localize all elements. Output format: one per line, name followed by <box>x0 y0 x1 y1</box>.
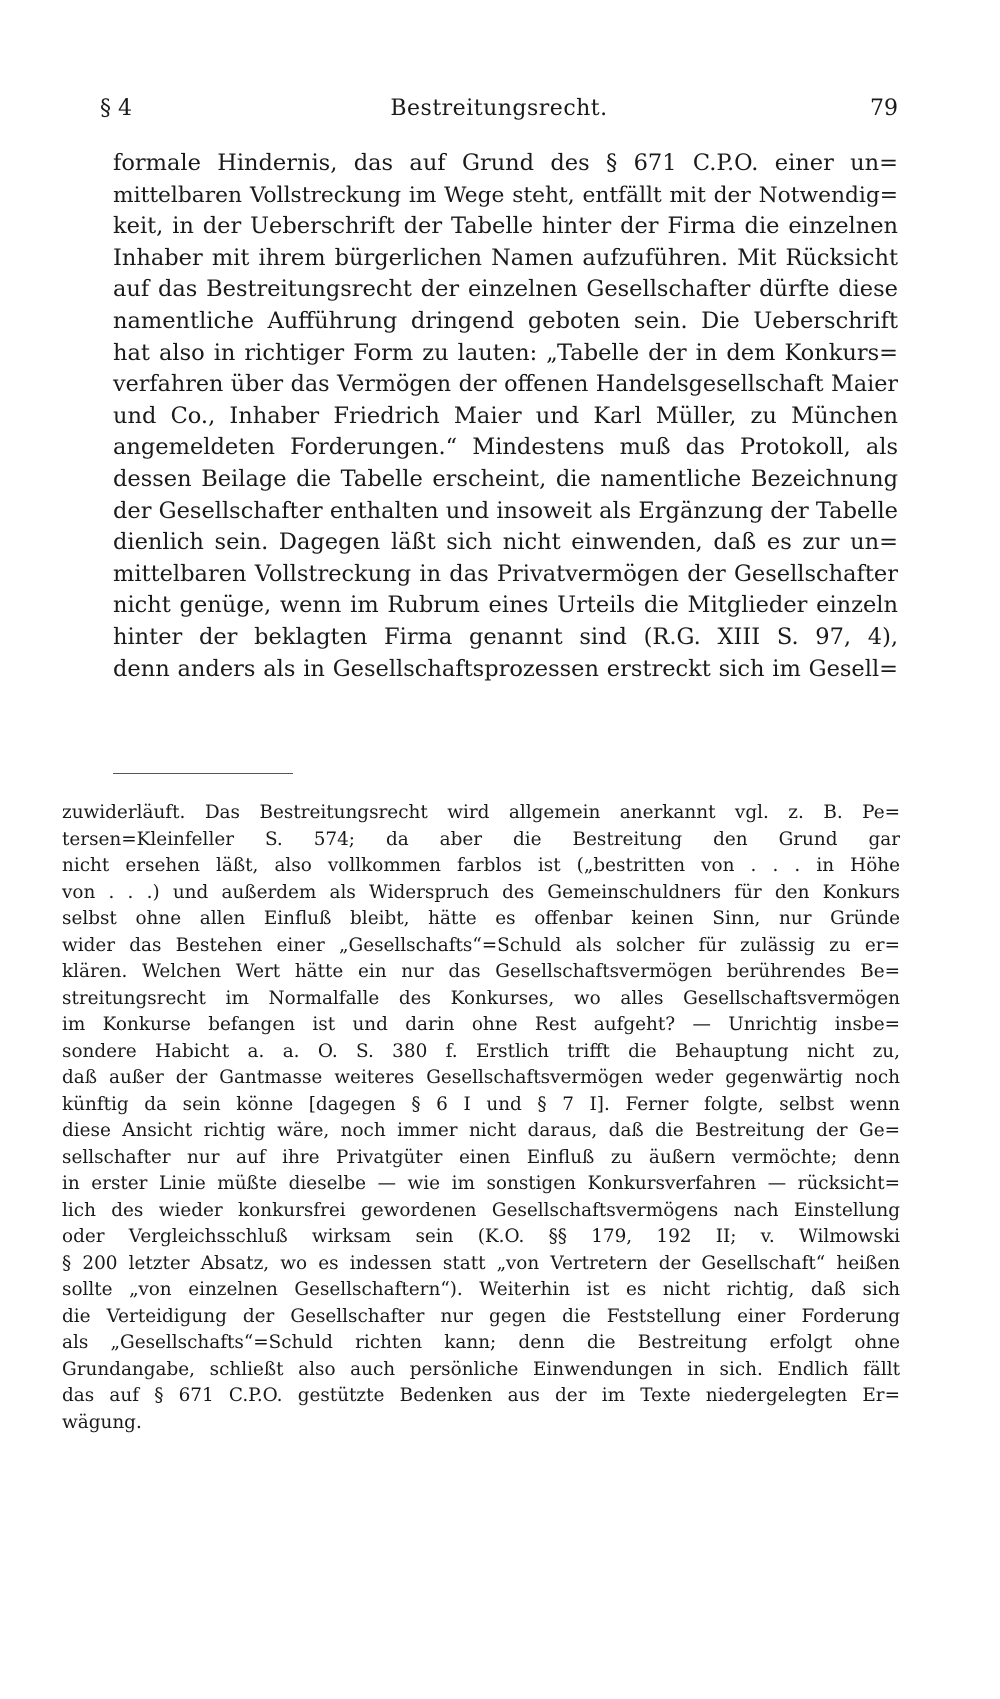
footnote-line: sellschafter nur auf ihre Privatgüter einen Einfluß zu äußern vermöchte; denn <box>62 1146 900 1168</box>
footnote-line: § 200 letzter Absatz, wo es indessen statt „von Vertretern der Gesellschaft“ heißen <box>62 1252 900 1274</box>
section-marker: § 4 <box>100 96 132 121</box>
text-line: dienlich sein. Dagegen läßt sich nicht einwenden, daß es zur un= <box>113 529 898 556</box>
footnote-line: wider das Bestehen einer „Gesellschafts“=Schuld als solcher für zulässig zu er= <box>62 934 900 956</box>
footnote-line: tersen=Kleinfeller S. 574; da aber die Bestreitung den Grund gar <box>62 828 900 850</box>
text-line: denn anders als in Gesellschaftsprozessen erstreckt sich im Gesell= <box>113 655 898 682</box>
text-line: Inhaber mit ihrem bürgerlichen Namen aufzuführen. Mit Rücksicht <box>113 244 898 271</box>
footnote-line: Grundangabe, schließt also auch persönliche Einwendungen in sich. Endlich fällt <box>62 1358 900 1380</box>
footnote-line: im Konkurse befangen ist und darin ohne Rest aufgeht? — Unrichtig insbe= <box>62 1014 900 1035</box>
text-line: auf das Bestreitungsrecht der einzelnen Gesellschafter dürfte diese <box>113 276 898 303</box>
footnote-line: klären. Welchen Wert hätte ein nur das Gesellschaftsvermögen berührendes Be= <box>62 961 900 982</box>
text-line: hinter der beklagten Firma genannt sind (R.G. XIII S. 97, 4), <box>113 623 898 650</box>
footnote-line: lich des wieder konkursfrei gewordenen Gesellschaftsvermögens nach Einstellung <box>62 1199 900 1221</box>
footnote-line: in erster Linie müßte dieselbe — wie im sonstigen Konkursverfahren — rücksicht= <box>62 1173 900 1194</box>
running-title: Bestreitungsrecht. <box>390 96 608 121</box>
text-line: keit, in der Ueberschrift der Tabelle hinter der Firma die einzelnen <box>113 213 898 240</box>
footnote-line: nicht ersehen läßt, also vollkommen farblos ist („bestritten von . . . in Höhe <box>62 855 900 876</box>
footnote-line: sondere Habicht a. a. O. S. 380 f. Erstlich trifft die Behauptung nicht zu, <box>62 1040 900 1062</box>
footnote <box>62 800 900 1436</box>
footnote-line: künftig da sein könne [dagegen § 6 I und § 7 I]. Ferner folgte, selbst wenn <box>62 1093 900 1115</box>
page-number: 79 <box>870 96 898 121</box>
footnote-line: oder Vergleichsschluß wirksam sein (K.O. §§ 179, 192 II; v. Wilmowski <box>62 1226 900 1247</box>
text-line: nicht genüge, wenn im Rubrum eines Urteils die Mitglieder einzeln <box>113 592 898 619</box>
text-line: angemeldeten Forderungen.“ Mindestens muß das Protokoll, als <box>113 434 898 461</box>
text-line: der Gesellschafter enthalten und insoweit als Ergänzung der Tabelle <box>113 497 898 524</box>
footnote-line: sollte „von einzelnen Gesellschaftern“). Weiterhin ist es nicht richtig, daß sich <box>62 1279 900 1300</box>
text-line: formale Hindernis, das auf Grund des § 671 C.P.O. einer un= <box>113 150 898 176</box>
footnote-line: die Verteidigung der Gesellschafter nur gegen die Feststellung einer Forderung <box>62 1305 900 1327</box>
footnote-line: daß außer der Gantmasse weiteres Gesellschaftsvermögen weder gegenwärtig noch <box>62 1067 900 1088</box>
text-line: mittelbaren Vollstreckung im Wege steht, entfällt mit der Notwendig= <box>113 182 898 208</box>
footnote-line: von . . .) und außerdem als Widerspruch des Gemeinschuldners für den Konkurs <box>62 881 900 903</box>
main-text <box>113 148 898 685</box>
footnote-line: wägung. <box>62 1411 142 1433</box>
text-line: namentliche Aufführung dringend geboten sein. Die Ueberschrift <box>113 307 898 334</box>
footnote-line: zuwiderläuft. Das Bestreitungsrecht wird allgemein anerkannt vgl. z. B. Pe= <box>62 802 900 823</box>
footnote-line: selbst ohne allen Einfluß bleibt, hätte es offenbar keinen Sinn, nur Gründe <box>62 908 900 929</box>
footnote-line: streitungsrecht im Normalfalle des Konkurses, wo alles Gesellschaftsvermögen <box>62 987 900 1009</box>
footnote-line: als „Gesellschafts“=Schuld richten kann; denn die Bestreitung erfolgt ohne <box>62 1332 900 1353</box>
text-line: mittelbaren Vollstreckung in das Privatvermögen der Gesellschafter <box>113 560 898 587</box>
footnote-line: das auf § 671 C.P.O. gestützte Bedenken aus der im Texte niedergelegten Er= <box>62 1385 900 1406</box>
running-header <box>100 96 898 136</box>
text-line: hat also in richtiger Form zu lauten: „Tabelle der in dem Konkurs= <box>113 339 898 366</box>
text-line: dessen Beilage die Tabelle erscheint, die namentliche Bezeichnung <box>113 465 898 492</box>
text-line: und Co., Inhaber Friedrich Maier und Karl Müller, zu München <box>113 402 898 429</box>
footnote-line: diese Ansicht richtig wäre, noch immer nicht daraus, daß die Bestreitung der Ge= <box>62 1120 900 1141</box>
text-line: verfahren über das Vermögen der offenen Handelsgesellschaft Maier <box>113 371 898 398</box>
footnote-separator <box>113 773 293 774</box>
